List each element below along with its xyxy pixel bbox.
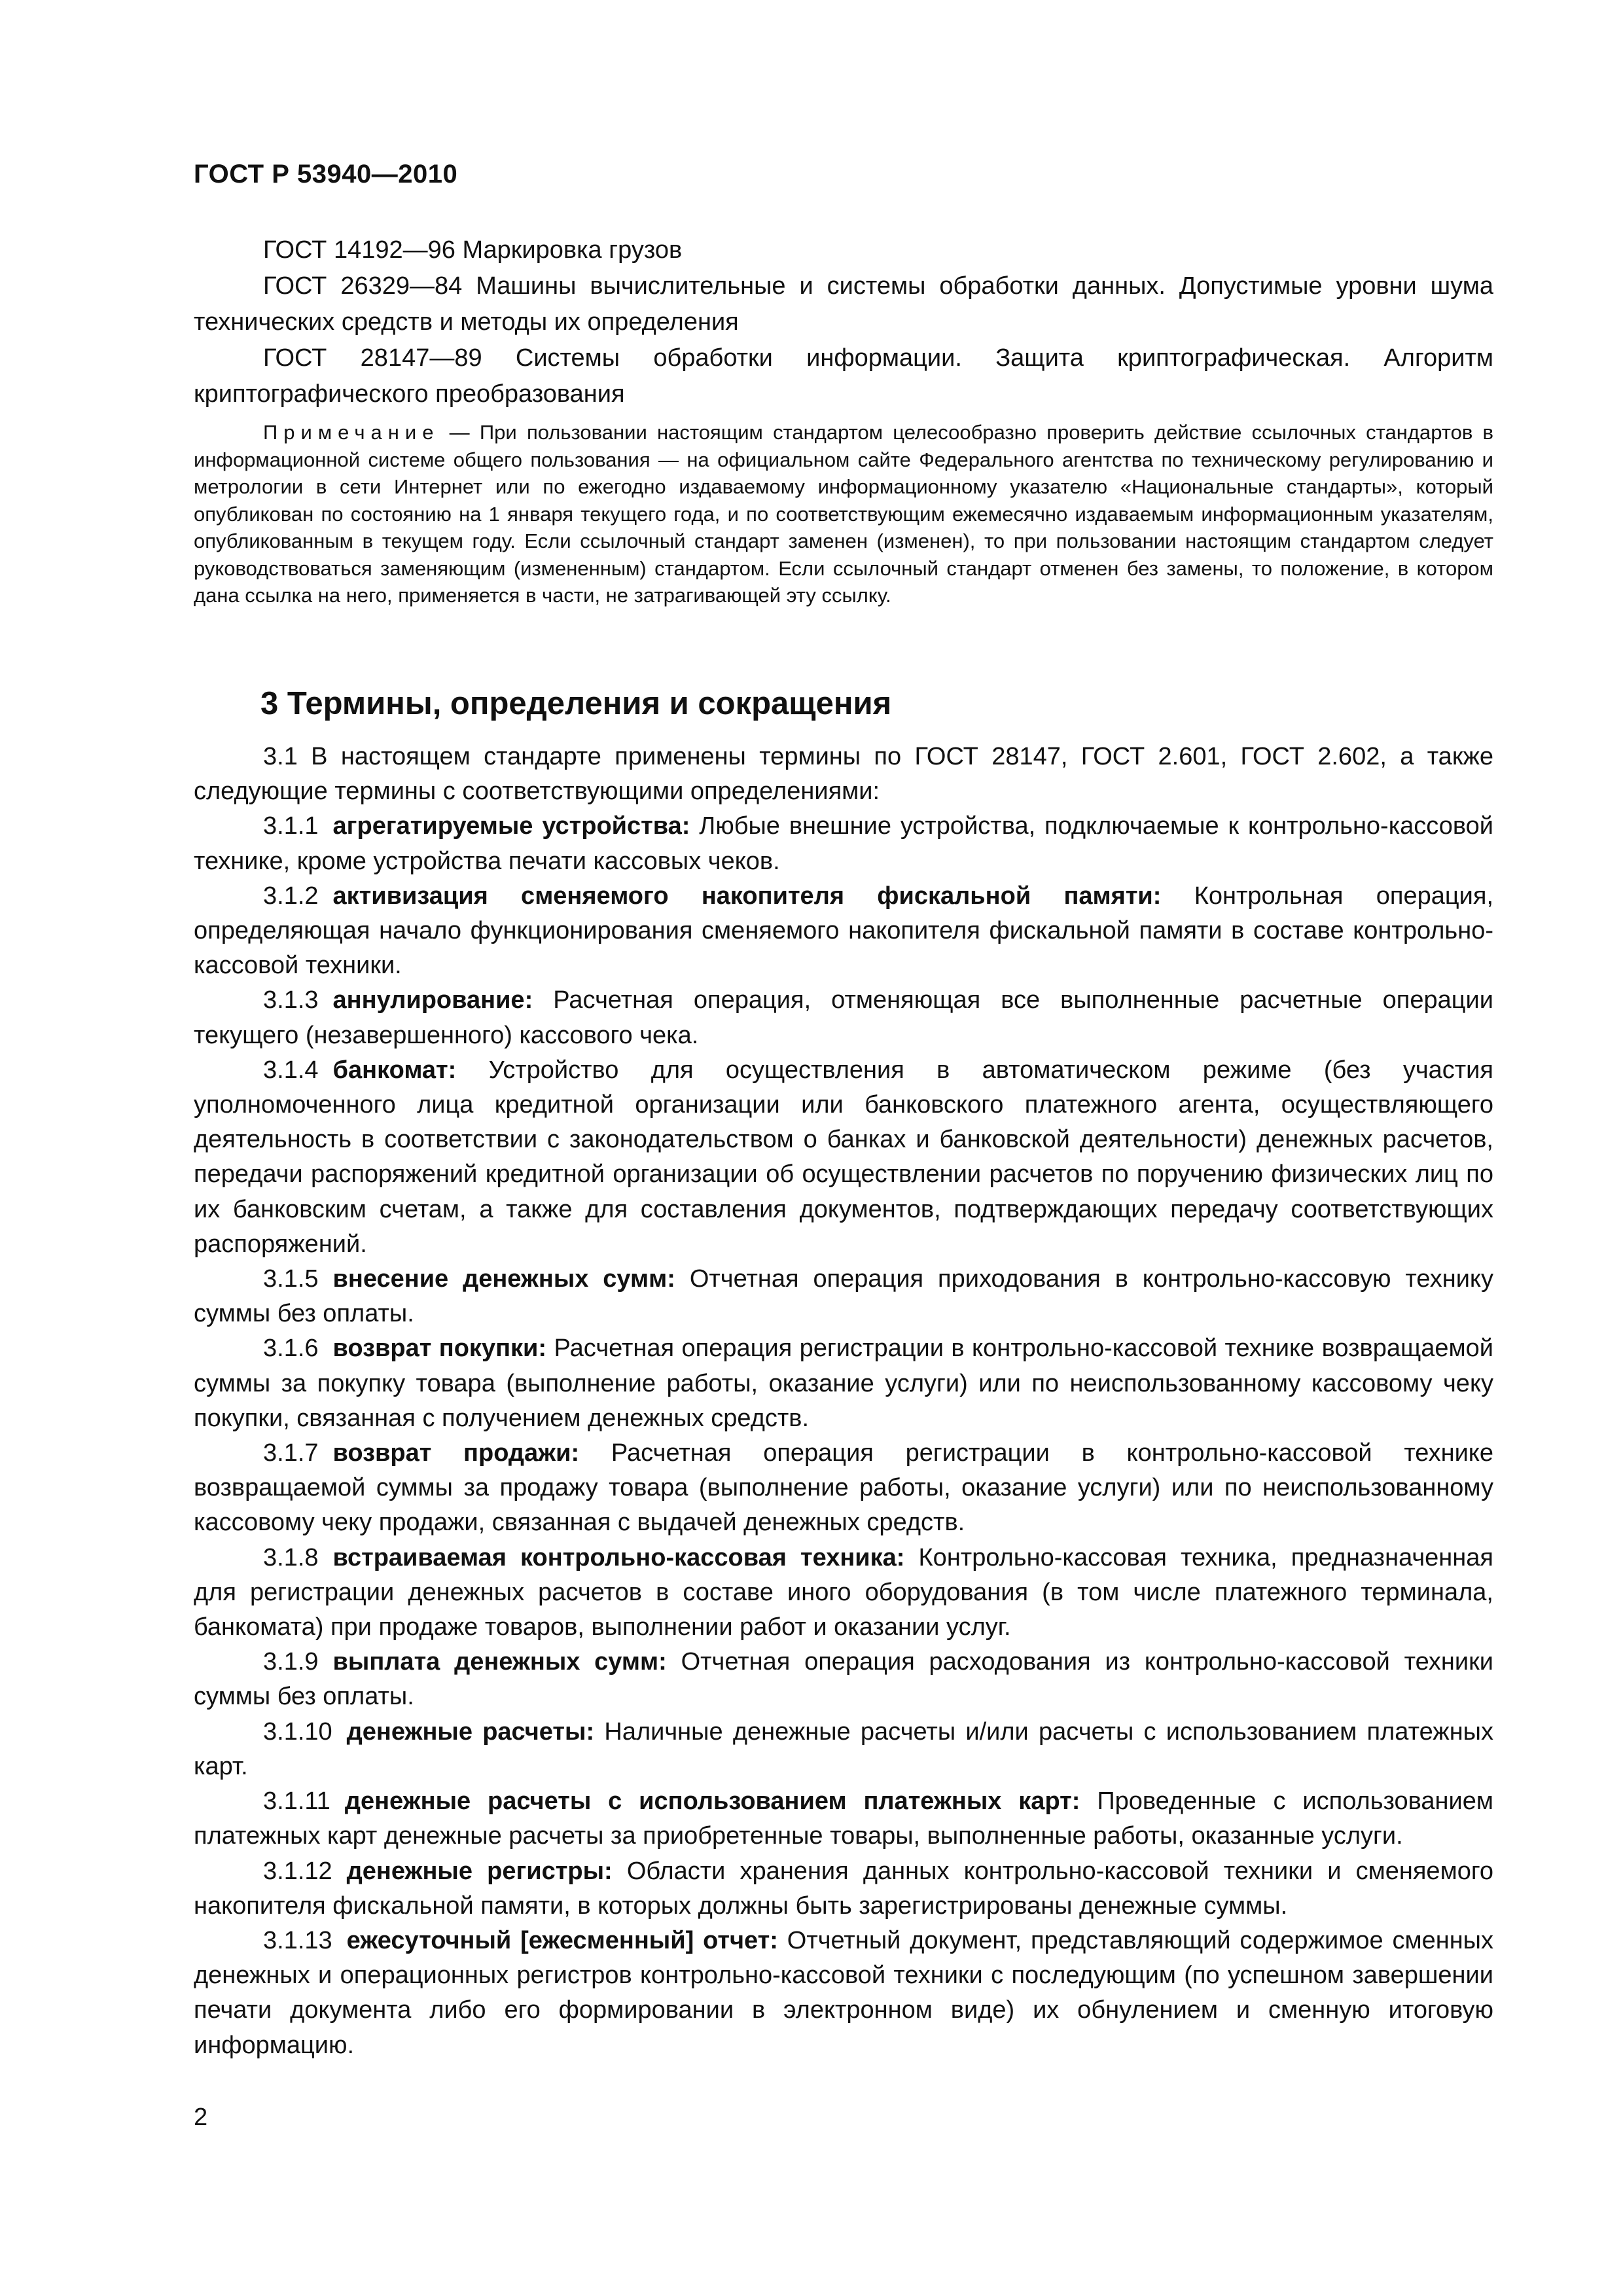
term-name: возврат покупки: — [332, 1335, 547, 1363]
term-name: аннулирование: — [332, 986, 533, 1014]
term-name: агрегатируемые устройства: — [332, 812, 690, 840]
term-number: 3.1.3 — [263, 986, 319, 1014]
term-text: Контрольная операция, определяющая начало функционирования сменяемого накопителя фискальной памяти в составе контрольно-кассовой техники. — [194, 882, 1493, 980]
term-name: ежесуточный [ежесменный] отчет: — [346, 1926, 778, 1954]
section-heading: 3 Термины, определения и сокращения — [260, 686, 892, 721]
note-paragraph — [194, 419, 1493, 609]
term-name: внесение денежных сумм: — [332, 1265, 675, 1293]
term-definition — [194, 1262, 1493, 1331]
term-definition — [194, 1053, 1493, 1262]
term-number: 3.1.4 — [263, 1056, 319, 1084]
note-text: — При пользовании настоящим стандартом целесообразно проверить действие ссылочных стандартов в информационной системе общего пользования — на официальном сайте Федерального агентства по техническому регулированию и метрологии в сети Интернет или по ежегодно издаваемому информационному указателю «Национальные стандарты», который опубликован по состоянию на 1 января текущего года, и по соответствующим ежемесячно издаваемым информационным указателям, опубликованным в текущем году. Если ссылочный стандарт заменен (изменен), то при пользовании настоящим стандартом следует руководствоваться заменяющим (измененным) стандартом. Если ссылочный стандарт отменен без замены, то положение, в котором дана ссылка на него, применяется в части, не затрагивающей эту ссылку. — [194, 421, 1493, 607]
page-number: 2 — [194, 2104, 208, 2131]
note-label: Примечание — [263, 421, 440, 444]
term-text: Расчетная операция регистрации в контрольно-кассовой технике возвращаемой суммы за покупку товара (выполнение работы, оказание услуги) или по неиспользованному кассовому чеку покупки, связанная с получением денежных средств. — [194, 1335, 1493, 1432]
reference-item: ГОСТ 28147—89 Системы обработки информации. Защита криптографическая. Алгоритм криптографического преобразования — [194, 344, 1493, 408]
term-text: Контрольно-кассовая техника, предназначенная для регистрации денежных расчетов в составе иного оборудования (в том числе платежного терминала, банкомата) при продаже товаров, выполнении работ и оказании услуг. — [194, 1543, 1493, 1641]
term-definition — [194, 1854, 1493, 1924]
term-number: 3.1.7 — [263, 1439, 319, 1467]
term-number: 3.1.9 — [263, 1648, 319, 1676]
term-name: денежные расчеты с использованием платежных карт: — [344, 1787, 1080, 1816]
terms-list — [194, 740, 1493, 2063]
term-definition — [194, 1924, 1493, 2063]
term-text: Отчетный документ, представляющий содержимое сменных денежных и операционных регистров контрольно-кассовой техники с последующим (по успешном завершении печати документа либо его формировании в электронном виде) их обнулением и сменную итоговую информацию. — [194, 1926, 1493, 2059]
term-definition — [194, 879, 1493, 984]
reference-item: ГОСТ 14192—96 Маркировка грузов — [263, 236, 683, 264]
term-definition — [194, 1541, 1493, 1645]
intro-paragraph: 3.1 В настоящем стандарте применены термины по ГОСТ 28147, ГОСТ 2.601, ГОСТ 2.602, а также следующие термины с соответствующими определениями: — [194, 743, 1493, 806]
document-header: ГОСТ Р 53940—2010 — [194, 160, 458, 188]
term-name: возврат продажи: — [332, 1439, 580, 1467]
term-number: 3.1.1 — [263, 812, 319, 840]
term-number: 3.1.5 — [263, 1265, 319, 1293]
term-text: Области хранения данных контрольно-кассовой техники и сменяемого накопителя фискальной памяти, в которых должны быть зарегистрированы денежные суммы. — [194, 1857, 1493, 1920]
term-text: Устройство для осуществления в автоматическом режиме (без участия уполномоченного лица кредитной организации или банковского платежного агента, осуществляющего деятельность в соответствии с законодательством о банках и банковской деятельности) денежных расчетов, передачи распоряжений кредитной организации об осуществлении расчетов по поручению физических лиц по их банковским счетам, а также для составления документов, подтверждающих передачу соответствующих распоряжений. — [194, 1056, 1493, 1258]
term-number: 3.1.2 — [263, 882, 319, 910]
term-text: Расчетная операция регистрации в контрольно-кассовой технике возвращаемой суммы за продажу товара (выполнение работы, оказание услуги) или по неиспользованному кассовому чеку продажи, связанная с выдачей денежных средств. — [194, 1439, 1493, 1537]
reference-item: ГОСТ 26329—84 Машины вычислительные и системы обработки данных. Допустимые уровни шума технических средств и методы их определения — [194, 272, 1493, 336]
term-text: Любые внешние устройства, подключаемые к контрольно-кассовой технике, кроме устройства печати кассовых чеков. — [194, 812, 1493, 875]
term-name: банкомат: — [332, 1056, 457, 1084]
term-number: 3.1.10 — [263, 1717, 332, 1746]
term-definition — [194, 983, 1493, 1052]
term-text: Наличные денежные расчеты и/или расчеты с использованием платежных карт. — [194, 1717, 1493, 1780]
normative-references — [194, 232, 1493, 412]
term-number: 3.1.11 — [263, 1787, 330, 1816]
term-text: Расчетная операция, отменяющая все выполненные расчетные операции текущего (незавершенного) кассового чека. — [194, 986, 1493, 1049]
term-name: встраиваемая контрольно-кассовая техника: — [332, 1543, 905, 1571]
term-name: денежные расчеты: — [346, 1717, 595, 1746]
term-text: Отчетная операция расходования из контрольно-кассовой техники суммы без оплаты. — [194, 1648, 1493, 1711]
term-name: выплата денежных сумм: — [332, 1648, 667, 1676]
term-text: Проведенные с использованием платежных карт денежные расчеты за приобретенные товары, выполненные работы, оказанные услуги. — [194, 1787, 1493, 1850]
term-number: 3.1.13 — [263, 1926, 332, 1954]
term-text: Отчетная операция приходования в контрольно-кассовую технику суммы без оплаты. — [194, 1265, 1493, 1328]
term-definition — [194, 1436, 1493, 1541]
term-definition — [194, 1784, 1493, 1854]
term-definition — [194, 1715, 1493, 1784]
term-name: денежные регистры: — [346, 1857, 613, 1885]
term-number: 3.1.12 — [263, 1857, 332, 1885]
term-number: 3.1.8 — [263, 1543, 319, 1571]
term-definition — [194, 1331, 1493, 1436]
term-definition — [194, 809, 1493, 878]
term-name: активизация сменяемого накопителя фискальной памяти: — [332, 882, 1162, 910]
term-definition — [194, 1645, 1493, 1714]
term-number: 3.1.6 — [263, 1335, 319, 1363]
